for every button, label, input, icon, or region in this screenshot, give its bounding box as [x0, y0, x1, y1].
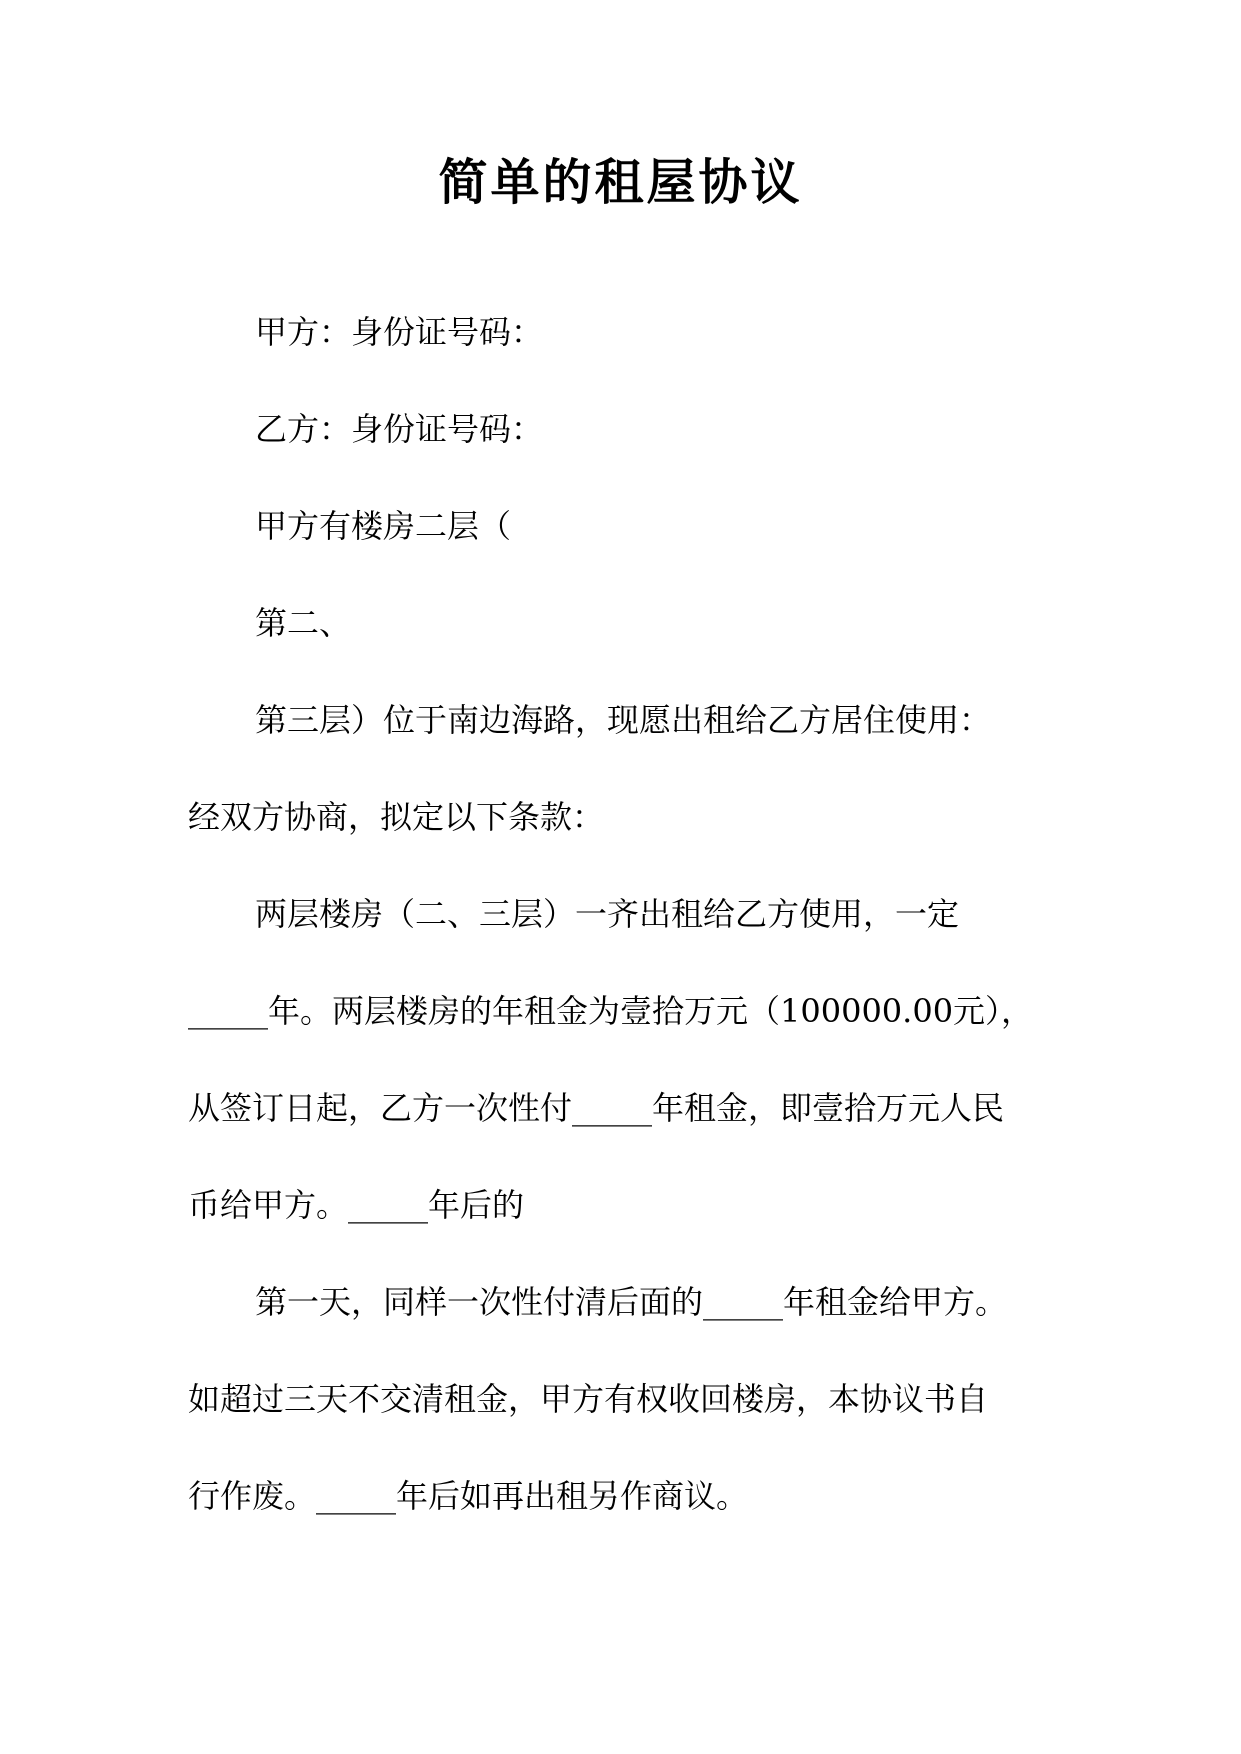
- document-title: 简单的租屋协议: [438, 153, 803, 211]
- body-line: 两层楼房（二、三层）一齐出租给乙方使用，一定: [255, 895, 960, 933]
- body-line: 经双方协商，拟定以下条款：: [188, 798, 605, 836]
- body-line: 行作废。_____年后如再出租另作商议。: [188, 1477, 749, 1515]
- party-a-line: 甲方：身份证号码：: [255, 313, 544, 351]
- party-b-line: 乙方：身份证号码：: [255, 410, 544, 448]
- body-line: 第一天，同样一次性付清后面的_____年租金给甲方。: [255, 1283, 1008, 1321]
- body-line: 币给甲方。_____年后的: [188, 1186, 525, 1224]
- body-line: 从签订日起，乙方一次性付_____年租金，即壹拾万元人民: [188, 1089, 1005, 1127]
- body-line: 甲方有楼房二层（: [255, 507, 512, 545]
- body-line: _____年。两层楼房的年租金为壹拾万元（100000.00元），: [188, 992, 1034, 1030]
- body-line: 第二、: [255, 604, 352, 642]
- body-line: 如超过三天不交清租金，甲方有权收回楼房，本协议书自: [188, 1380, 989, 1418]
- body-line: 第三层）位于南边海路，现愿出租给乙方居住使用：: [255, 701, 992, 739]
